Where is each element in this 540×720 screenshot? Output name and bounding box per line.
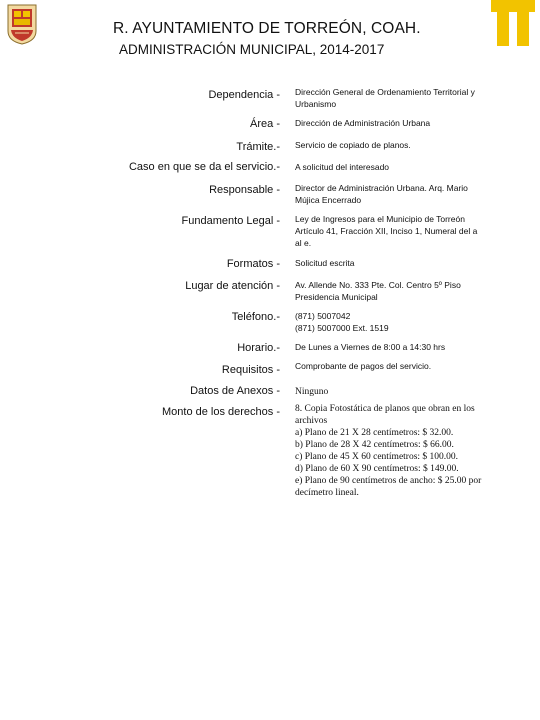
municipal-seal-icon — [5, 3, 39, 45]
monto-line: b) Plano de 28 X 42 centímetros: $ 66.00. — [295, 440, 454, 450]
torreon-logo-icon — [491, 0, 535, 46]
value-tramite: Servicio de copiado de planos. — [295, 140, 411, 150]
value-fundamento-legal: Ley de Ingresos para el Municipio de Torreón Artículo 41, Fracción XII, Inciso 1, Numeral del a al e. — [295, 214, 478, 248]
value-datos-anexos: Ninguno — [295, 387, 329, 397]
value-responsable: Director de Administración Urbana. Arq. Mario Mújica Encerrado — [295, 183, 468, 205]
header-title: R. AYUNTAMIENTO DE TORREÓN, COAH. — [113, 20, 421, 37]
value-dependencia: Dirección General de Ordenamiento Territorial y Urbanismo — [295, 87, 475, 109]
telefono-line: (871) 5007042 — [295, 311, 351, 321]
value-caso: A solicitud del interesado — [295, 162, 390, 172]
label-area: Área - — [250, 118, 280, 130]
label-lugar-atencion: Lugar de atención - — [185, 280, 280, 292]
value-area: Dirección de Administración Urbana — [295, 118, 431, 128]
label-responsable: Responsable - — [209, 184, 280, 196]
header-subtitle: ADMINISTRACIÓN MUNICIPAL, 2014-2017 — [119, 42, 385, 57]
label-datos-anexos: Datos de Anexos - — [190, 385, 280, 397]
label-tramite: Trámite.- — [236, 141, 280, 153]
monto-line: 8. Copia Fotostática de planos que obran en los archivos — [295, 404, 475, 426]
label-horario: Horario.- — [237, 342, 280, 354]
value-requisitos: Comprobante de pagos del servicio. — [295, 361, 432, 371]
monto-line: d) Plano de 60 X 90 centímetros: $ 149.00. — [295, 464, 459, 474]
monto-line: e) Plano de 90 centímetros de ancho: $ 25.00 por decímetro lineal. — [295, 476, 482, 498]
value-monto-derechos — [295, 403, 495, 499]
label-formatos: Formatos - — [226, 258, 280, 270]
telefono-line: (871) 5007000 Ext. 1519 — [295, 323, 389, 333]
label-telefono: Teléfono.- — [231, 311, 280, 323]
label-requisitos: Requisitos - — [221, 364, 280, 376]
value-formatos: Solicitud escrita — [295, 258, 355, 268]
monto-line: a) Plano de 21 X 28 centímetros: $ 32.00. — [295, 428, 454, 438]
label-fundamento-legal: Fundamento Legal - — [181, 215, 280, 227]
monto-line: c) Plano de 45 X 60 centímetros: $ 100.00. — [295, 452, 459, 462]
label-dependencia: Dependencia - — [208, 89, 280, 101]
label-monto-derechos: Monto de los derechos - — [161, 406, 280, 418]
value-telefono — [295, 310, 485, 334]
label-caso: Caso en que se da el servicio.- — [128, 161, 280, 173]
value-lugar-atencion: Av. Allende No. 333 Pte. Col. Centro 5º Piso Presidencia Municipal — [295, 280, 461, 302]
value-horario: De Lunes a Viernes de 8:00 a 14:30 hrs — [295, 342, 446, 352]
